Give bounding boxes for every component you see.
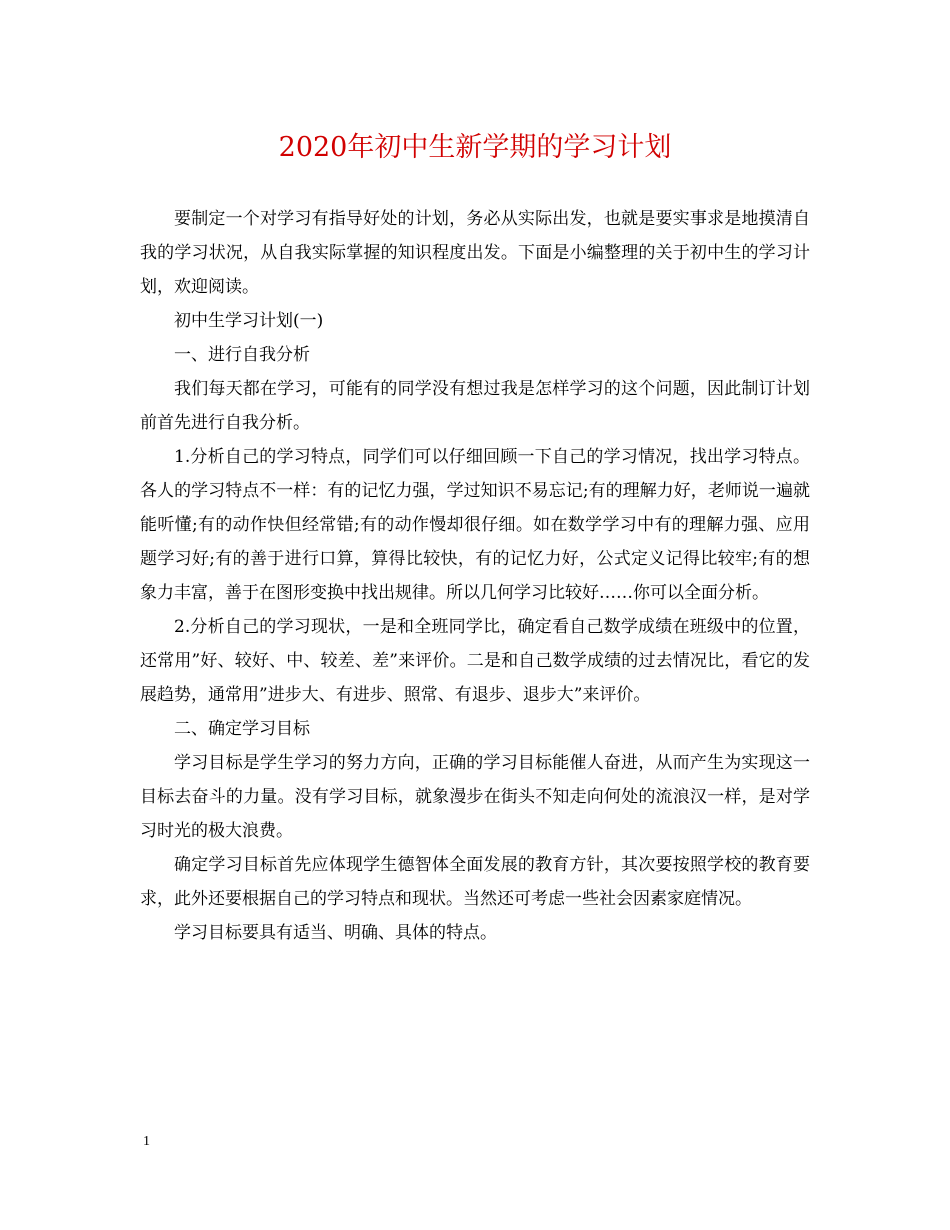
paragraph-learning-status: 2.分析自己的学习现状，一是和全班同学比，确定看自己数学成绩在班级中的位置，还常用”好、较好、中、较差、差”来评价。二是和自己数学成绩的过去情况比，看它的发展趋势，通常用”进步大、有进步、照常、有退步、退步大”来评价。 — [140, 617, 810, 705]
paragraph-learning-traits: 1.分析自己的学习特点，同学们可以仔细回顾一下自己的学习情况，找出学习特点。各人的学习特点不一样：有的记忆力强，学过知识不易忘记;有的理解力好，老师说一遍就能听懂;有的动作快但经常错;有的动作慢却很仔细。如在数学学习中有的理解力强、应用题学习好;有的善于进行口算，算得比较快，有的记忆力好，公式定义记得比较牢;有的想象力丰富，善于在图形变换中找出规律。所以几何学习比较好……你可以全面分析。 — [140, 447, 810, 603]
paragraph-self-analysis-intro: 我们每天都在学习，可能有的同学没有想过我是怎样学习的这个问题，因此制订计划前首先进行自我分析。 — [140, 379, 810, 433]
document-body — [140, 202, 810, 950]
paragraph-goal-importance: 学习目标是学生学习的努力方向，正确的学习目标能催人奋进，从而产生为实现这一目标去奋斗的力量。没有学习目标，就象漫步在街头不知走向何处的流浪汉一样，是对学习时光的极大浪费。 — [140, 753, 810, 841]
intro-paragraph: 要制定一个对学习有指导好处的计划，务必从实际出发，也就是要实事求是地摸清自我的学习状况，从自我实际掌握的知识程度出发。下面是小编整理的关于初中生的学习计划，欢迎阅读。 — [140, 209, 810, 297]
document-title: 2020年初中生新学期的学习计划 — [278, 132, 672, 163]
section-heading-goals: 二、确定学习目标 — [174, 719, 310, 739]
paragraph-goal-setting: 确定学习目标首先应体现学生德智体全面发展的教育方针，其次要按照学校的教育要求，此外还要根据自己的学习特点和现状。当然还可考虑一些社会因素家庭情况。 — [140, 855, 810, 909]
page-number: 1 — [143, 1134, 150, 1149]
paragraph-goal-features: 学习目标要具有适当、明确、具体的特点。 — [174, 923, 497, 943]
section-heading-self-analysis: 一、进行自我分析 — [174, 345, 310, 365]
plan-heading: 初中生学习计划(一) — [174, 311, 324, 331]
